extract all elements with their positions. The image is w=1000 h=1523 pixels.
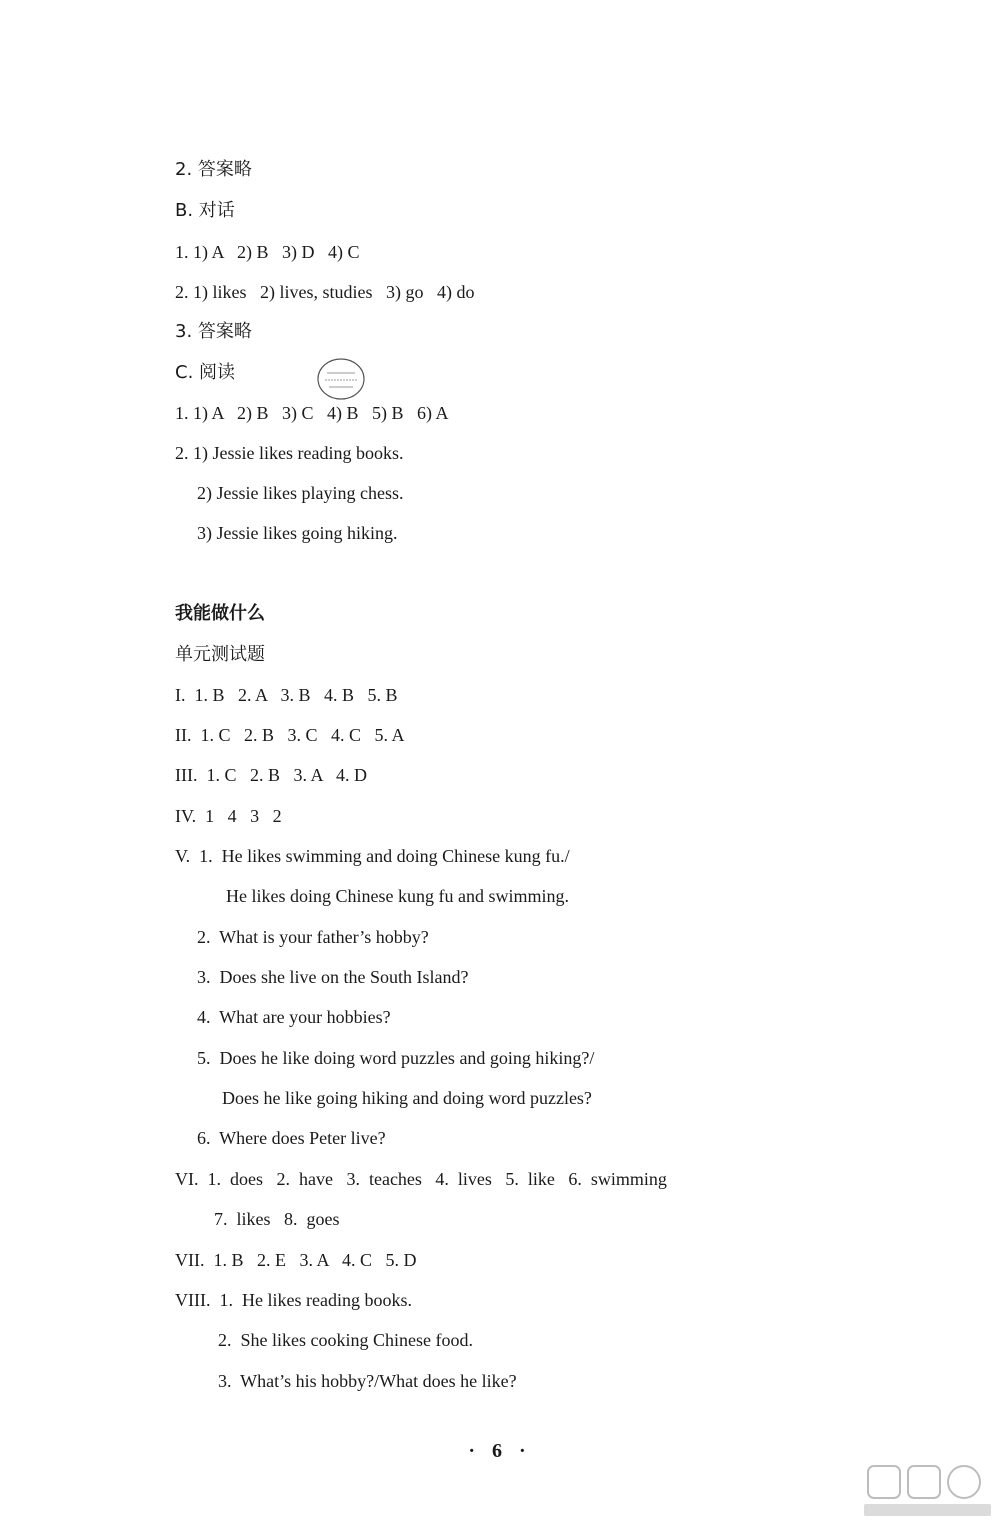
answer-line: III. 1. C 2. B 3. A 4. D bbox=[175, 765, 368, 785]
answer-line: 2. She likes cooking Chinese food. bbox=[218, 1330, 473, 1350]
answer-line: 1. 1) A 2) B 3) D 4) C bbox=[175, 242, 360, 262]
answer-line: IV. 1 4 3 2 bbox=[175, 806, 282, 826]
answer-line: I. 1. B 2. A 3. B 4. B 5. B bbox=[175, 685, 398, 705]
answer-line: 2. 答案略 bbox=[175, 159, 252, 180]
section-heading-dialogue: B. 对话 bbox=[175, 200, 235, 221]
answer-line: 2. What is your father’s hobby? bbox=[197, 927, 429, 947]
answer-line: Does he like going hiking and doing word puzzles? bbox=[222, 1088, 592, 1108]
answer-line: 5. Does he like doing word puzzles and going hiking?/ bbox=[197, 1048, 595, 1068]
answer-line: 2. 1) Jessie likes reading books. bbox=[175, 443, 404, 463]
answer-line: 1. 1) A 2) B 3) C 4) B 5) B 6) A bbox=[175, 403, 449, 423]
answer-line: 3) Jessie likes going hiking. bbox=[197, 523, 398, 543]
answer-line: 3. 答案略 bbox=[175, 321, 252, 342]
answer-line: VIII. 1. He likes reading books. bbox=[175, 1290, 412, 1310]
answer-line: 2. 1) likes 2) lives, studies 3) go 4) do bbox=[175, 282, 475, 302]
answer-line: II. 1. C 2. B 3. C 4. C 5. A bbox=[175, 725, 405, 745]
answer-line: VI. 1. does 2. have 3. teaches 4. lives 5. like 6. swimming bbox=[175, 1169, 667, 1189]
stamp-icon bbox=[315, 355, 367, 403]
answer-line: 2) Jessie likes playing chess. bbox=[197, 483, 404, 503]
answer-line: VII. 1. B 2. E 3. A 4. C 5. D bbox=[175, 1250, 417, 1270]
answer-line: 3. Does she live on the South Island? bbox=[197, 967, 469, 987]
site-watermark-logo bbox=[860, 1462, 995, 1520]
answer-line: 3. What’s his hobby?/What does he like? bbox=[218, 1371, 517, 1391]
answer-line: 7. likes 8. goes bbox=[214, 1209, 340, 1229]
answer-line: He likes doing Chinese kung fu and swimming. bbox=[226, 886, 569, 906]
answer-line: 4. What are your hobbies? bbox=[197, 1007, 391, 1027]
unit-test-heading: 单元测试题 bbox=[175, 644, 265, 665]
answer-line: V. 1. He likes swimming and doing Chinese kung fu./ bbox=[175, 846, 570, 866]
page-number: · 6 · bbox=[468, 1440, 532, 1462]
section-heading-reading: C. 阅读 bbox=[175, 362, 236, 383]
unit-title: 我能做什么 bbox=[175, 603, 265, 624]
answer-line: 6. Where does Peter live? bbox=[197, 1128, 386, 1148]
